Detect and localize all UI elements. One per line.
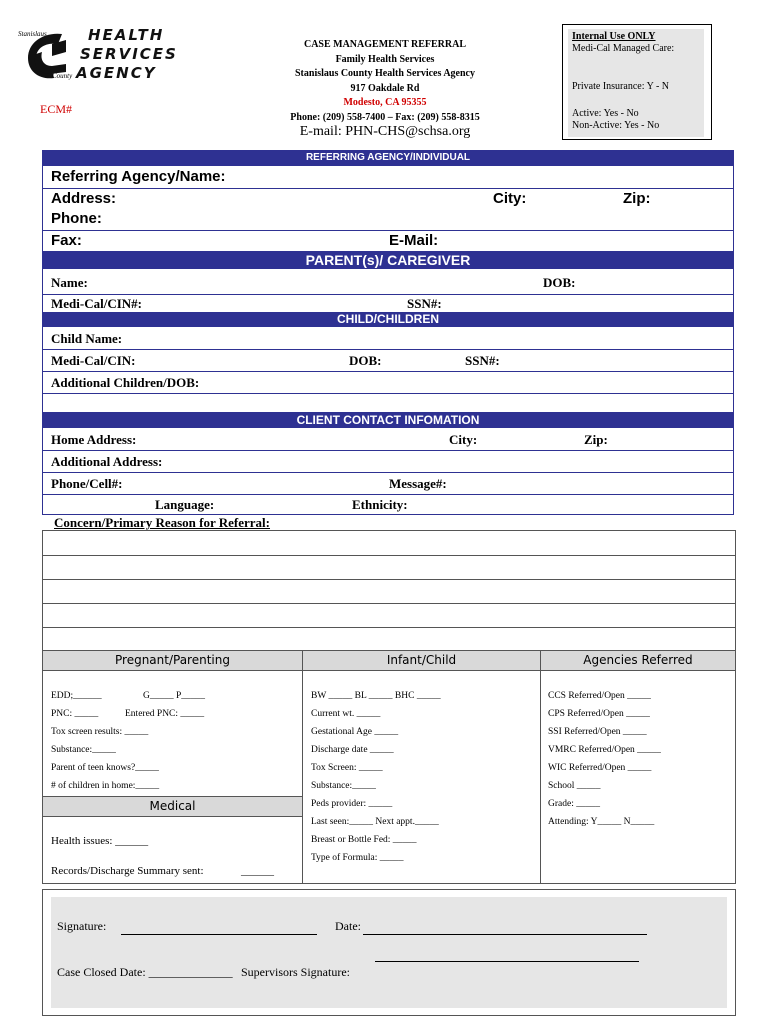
cps-referred-field[interactable]: CPS Referred/Open _____	[548, 709, 650, 719]
private-insurance-field[interactable]: Private Insurance: Y - N	[572, 81, 670, 92]
ecm-number-label: ECM#	[40, 102, 73, 116]
agency-name: Stanislaus County Health Services Agency	[294, 68, 475, 79]
discharge-date-field[interactable]: Discharge date _____	[311, 745, 394, 755]
active-field[interactable]: Active: Yes - No	[572, 108, 639, 119]
referring-agency-row[interactable]	[42, 166, 734, 189]
additional-address-row[interactable]	[42, 450, 734, 473]
concern-line	[43, 579, 735, 580]
ssi-referred-field[interactable]: SSI Referred/Open _____	[548, 727, 647, 737]
parent-ssn-label: SSN#:	[407, 296, 442, 311]
email-label: E-Mail:	[389, 232, 439, 249]
message-label: Message#:	[389, 476, 447, 491]
logo-tiny-bottom: County	[52, 72, 73, 80]
internal-use-box	[562, 24, 712, 140]
ccs-referred-field[interactable]: CCS Referred/Open _____	[548, 691, 651, 701]
address-phone-row[interactable]	[42, 188, 734, 231]
agencies-referred-header: Agencies Referred	[541, 651, 735, 671]
parent-teen-knows-field[interactable]: Parent of teen knows?_____	[51, 763, 159, 773]
fax-email-row[interactable]	[42, 230, 734, 252]
email-address: E-mail: PHN-CHS@schsa.org	[299, 124, 471, 139]
child-medical-label: Medi-Cal/CIN:	[51, 353, 136, 368]
infant-child-header: Infant/Child	[303, 651, 540, 671]
internal-use-title: Internal Use ONLY	[572, 31, 656, 42]
infant-substance-field[interactable]: Substance:_____	[311, 781, 376, 791]
form-title: CASE MANAGEMENT REFERRAL	[303, 39, 467, 50]
bw-bl-bhc-field[interactable]: BW _____ BL _____ BHC _____	[311, 691, 441, 701]
type-of-formula-field[interactable]: Type of Formula: _____	[311, 853, 404, 863]
infant-tox-screen-field[interactable]: Tox Screen: _____	[311, 763, 383, 773]
supervisor-signature-line[interactable]	[375, 961, 639, 962]
last-seen-next-appt-field[interactable]: Last seen:_____ Next appt._____	[311, 817, 439, 827]
child-medical-row[interactable]	[42, 349, 734, 372]
child-name-label: Child Name:	[51, 331, 123, 346]
pregnant-parenting-header: Pregnant/Parenting	[43, 651, 302, 671]
records-summary-field[interactable]: ______	[241, 865, 274, 877]
entered-pnc-field[interactable]: Entered PNC: _____	[125, 709, 205, 719]
managed-care-field[interactable]: Medi-Cal Managed Care:	[572, 43, 675, 54]
language-label: Language:	[155, 497, 215, 512]
concern-text-area[interactable]	[42, 530, 736, 652]
child-name-row[interactable]	[42, 327, 734, 350]
phone-label: Phone:	[51, 210, 102, 227]
child-section-bar: CHILD/CHILDREN	[42, 312, 734, 327]
parent-section-bar: PARENT(s)/ CAREGIVER	[42, 251, 734, 269]
contact-zip-label: Zip:	[584, 432, 608, 447]
parent-name-label: Name:	[51, 275, 88, 290]
health-issues-field[interactable]: Health issues: ______	[51, 835, 149, 847]
phone-fax: Phone: (209) 558-7400 – Fax: (209) 558-8315	[290, 111, 480, 123]
pnc-field[interactable]: PNC: _____	[51, 709, 99, 719]
address-label: Address:	[51, 190, 117, 207]
fax-label: Fax:	[51, 232, 82, 249]
ethnicity-label: Ethnicity:	[352, 497, 408, 512]
school-field[interactable]: School _____	[548, 781, 601, 791]
language-ethnicity-row[interactable]	[42, 494, 734, 515]
contact-city-label: City:	[449, 432, 478, 447]
supervisor-signature-label: Supervisors Signature:	[241, 965, 350, 979]
date-line[interactable]	[363, 934, 647, 935]
logo-text-agency: AGENCY	[76, 64, 157, 82]
phone-cell-label: Phone/Cell#:	[51, 476, 123, 491]
home-address-row[interactable]	[42, 428, 734, 451]
medical-header: Medical	[43, 796, 302, 817]
parent-medical-label: Medi-Cal/CIN#:	[51, 296, 142, 311]
current-weight-field[interactable]: Current wt. _____	[311, 709, 381, 719]
vmrc-referred-field[interactable]: VMRC Referred/Open _____	[548, 745, 661, 755]
concern-line	[43, 555, 735, 556]
signature-label: Signature:	[57, 919, 107, 933]
gestational-age-field[interactable]: Gestational Age _____	[311, 727, 399, 737]
street-address: 917 Oakdale Rd	[350, 82, 420, 94]
additional-children-row[interactable]	[42, 371, 734, 394]
signature-panel	[51, 897, 727, 1008]
signature-line[interactable]	[121, 934, 317, 935]
referring-agency-label: Referring Agency/Name:	[51, 168, 226, 185]
gravida-para-field[interactable]: G_____ P_____	[143, 691, 206, 701]
signature-section	[42, 889, 736, 1016]
home-address-label: Home Address:	[51, 432, 137, 447]
grade-field[interactable]: Grade: _____	[548, 799, 600, 809]
column-divider	[302, 651, 303, 883]
case-closed-date-field[interactable]: Case Closed Date: ______________	[57, 965, 233, 979]
assessment-table	[42, 650, 736, 884]
additional-address-label: Additional Address:	[51, 454, 163, 469]
concern-line	[43, 627, 735, 628]
concern-label: Concern/Primary Reason for Referral:	[54, 515, 270, 530]
additional-children-label: Additional Children/DOB:	[51, 375, 200, 390]
child-dob-label: DOB:	[349, 353, 382, 368]
city-address: Modesto, CA 95355	[343, 97, 427, 108]
child-ssn-label: SSN#:	[465, 353, 500, 368]
date-label: Date:	[335, 919, 361, 933]
substance-field[interactable]: Substance:_____	[51, 745, 116, 755]
wic-referred-field[interactable]: WIC Referred/Open _____	[548, 763, 652, 773]
children-in-home-field[interactable]: # of children in home:_____	[51, 781, 160, 791]
concern-line	[43, 603, 735, 604]
records-summary-label: Records/Discharge Summary sent:	[51, 865, 204, 877]
parent-dob-label: DOB:	[543, 275, 576, 290]
contact-section-bar: CLIENT CONTACT INFOMATION	[42, 412, 734, 428]
additional-children-blank-row[interactable]	[42, 393, 734, 413]
logo-tiny-top: Stanislaus	[18, 30, 47, 38]
parent-medical-row[interactable]	[42, 294, 734, 313]
non-active-field[interactable]: Non-Active: Yes - No	[572, 120, 660, 131]
attending-field[interactable]: Attending: Y_____ N_____	[548, 817, 655, 827]
form-header	[250, 38, 520, 140]
peds-provider-field[interactable]: Peds provider: _____	[311, 799, 393, 809]
phone-message-row[interactable]	[42, 472, 734, 495]
breast-bottle-fed-field[interactable]: Breast or Bottle Fed: _____	[311, 835, 417, 845]
city-label: City:	[493, 190, 527, 207]
edd-field[interactable]: EDD;______	[51, 691, 102, 701]
referring-section-bar: REFERRING AGENCY/INDIVIDUAL	[42, 150, 734, 166]
zip-label: Zip:	[623, 190, 651, 207]
logo-text-health: HEALTH	[88, 26, 165, 44]
tox-screen-results-field[interactable]: Tox screen results: _____	[51, 727, 149, 737]
column-divider	[540, 651, 541, 883]
logo-text-services: SERVICES	[80, 45, 178, 63]
form-subtitle: Family Health Services	[335, 53, 435, 65]
parent-name-row[interactable]	[42, 269, 734, 295]
